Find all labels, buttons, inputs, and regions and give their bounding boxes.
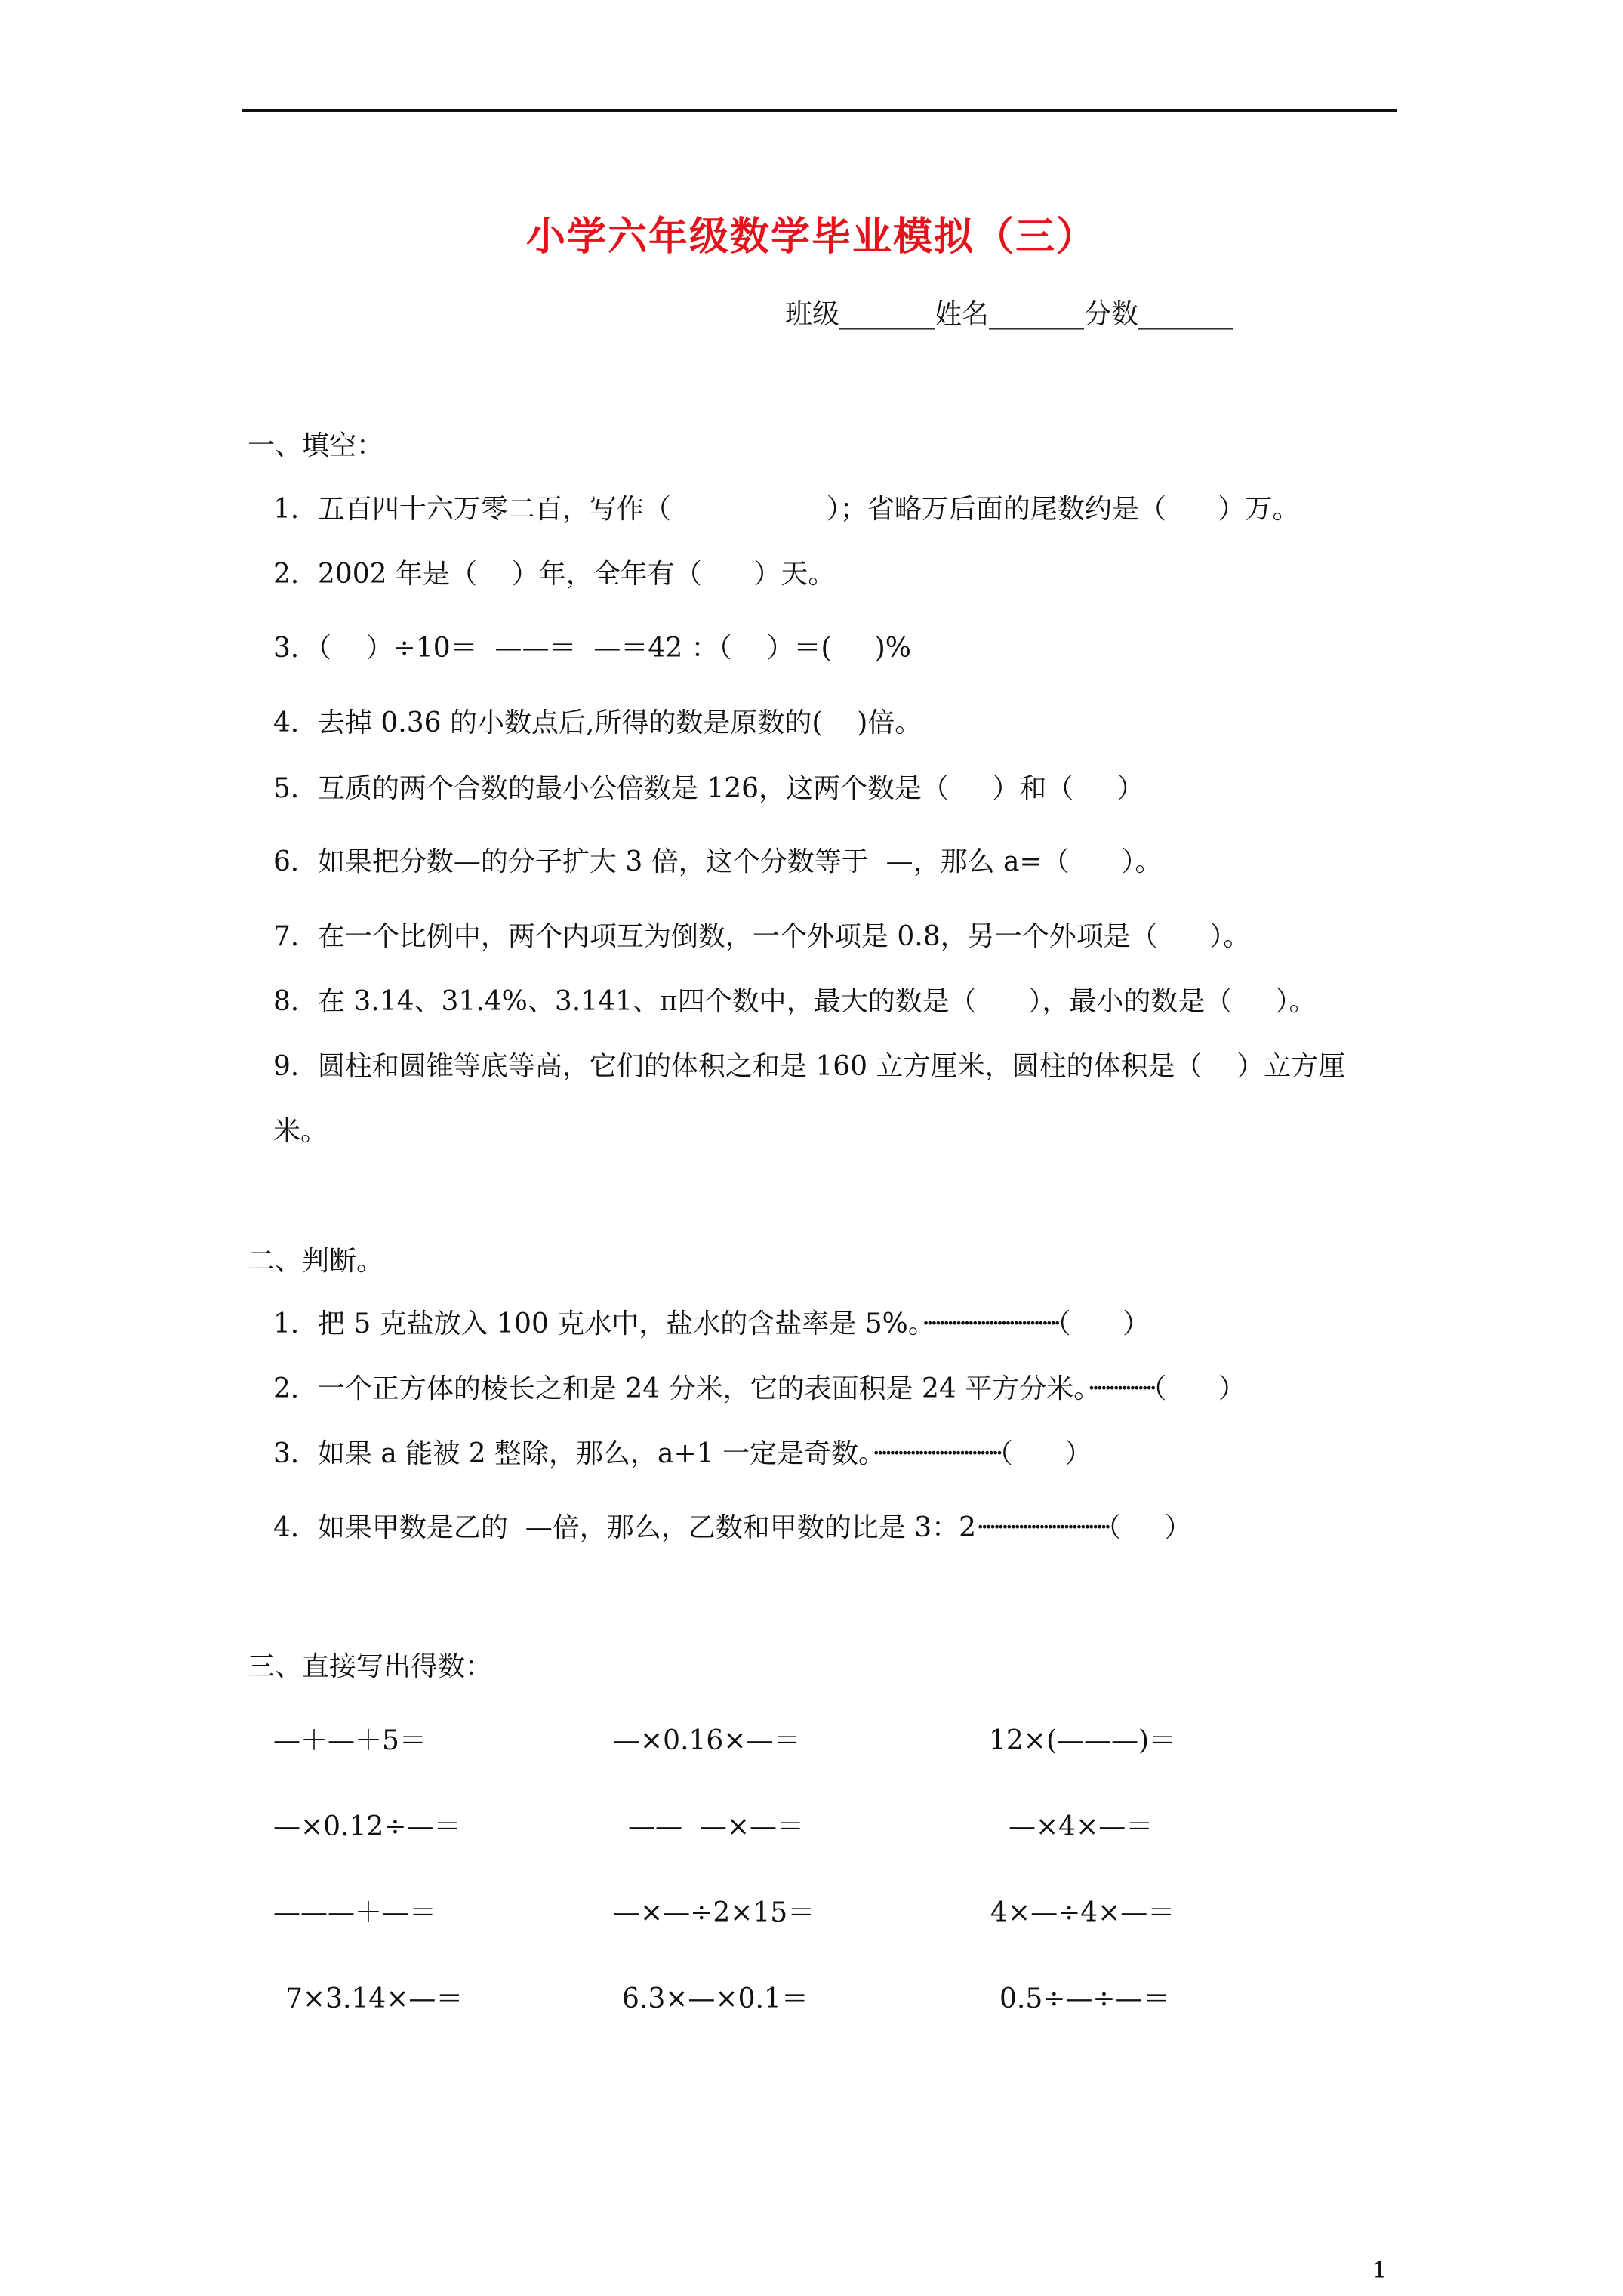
judgment-text: 2．一个正方体的棱长之和是 24 分米，它的表面积是 24 平方分米。 — [273, 1373, 1088, 1404]
question-1-8: 8．在 3.14、31.4%、3.141、π四个数中，最大的数是（ ），最小的数是（ ）。 — [273, 986, 1317, 1017]
calc-r3-c1: ———＋—＝ — [273, 1897, 437, 1928]
header-rule — [242, 109, 1397, 112]
page-title: 小学六年级数学毕业模拟（三） — [525, 214, 1097, 260]
calc-r1-c1: —＋—＋5＝ — [273, 1725, 427, 1756]
page-number: 1 — [1372, 2257, 1387, 2284]
question-1-6: 6．如果把分数—的分子扩大 3 倍，这个分数等于 —，那么 a=（ ）。 — [273, 846, 1163, 877]
calc-r2-c3: —×4×—＝ — [1009, 1811, 1153, 1842]
question-1-3: 3．（ ）÷10＝ ——＝ —＝42 ：（ ）＝( )% — [273, 633, 911, 664]
section-heading-fill-blank: 一、填空： — [248, 430, 384, 461]
calc-r4-c1: 7×3.14×—＝ — [285, 1983, 463, 2014]
answer-bracket: （ ） — [1153, 1373, 1246, 1404]
section-heading-judgment: 二、判断。 — [248, 1246, 384, 1277]
question-1-4: 4．去掉 0.36 的小数点后,所得的数是原数的( )倍。 — [273, 707, 922, 738]
judgment-question-4 — [273, 1511, 1191, 1546]
question-1-2: 2．2002 年是（ ）年，全年有（ ）天。 — [273, 559, 836, 590]
question-1-5: 5．互质的两个合数的最小公倍数是 126，这两个数是（ ）和（ ） — [273, 773, 1144, 804]
question-1-9: 9．圆柱和圆锥等底等高，它们的体积之和是 160 立方厘米，圆柱的体积是（ ）立方厘 — [273, 1051, 1346, 1082]
judgment-text: 1．把 5 克盐放入 100 克水中，盐水的含盐率是 5%。 — [273, 1308, 922, 1339]
calc-r1-c2: —×0.16×—＝ — [613, 1725, 801, 1756]
section-heading-mental-math: 三、直接写出得数： — [248, 1651, 493, 1682]
student-info-line: 班级_______姓名_______分数_______ — [785, 299, 1234, 330]
leader-dots: ································ — [976, 1512, 1108, 1543]
calc-r3-c2: —×—÷2×15＝ — [613, 1897, 815, 1928]
question-1-9-continued: 米。 — [273, 1116, 328, 1147]
question-1-7: 7．在一个比例中，两个内项互为倒数，一个外项是 0.8，另一个外项是（ ）。 — [273, 921, 1251, 952]
calc-r2-c2: —— —×—＝ — [628, 1811, 805, 1842]
judgment-text: 3．如果 a 能被 2 整除，那么，a+1 一定是奇数。 — [273, 1438, 873, 1469]
leader-dots: ················ — [1087, 1373, 1153, 1404]
calc-r4-c3: 0.5÷—÷—＝ — [999, 1983, 1170, 2014]
leader-dots: ······························· — [872, 1438, 999, 1469]
calc-r2-c1: —×0.12÷—＝ — [273, 1811, 461, 1842]
calc-r3-c3: 4×—÷4×—＝ — [990, 1897, 1175, 1928]
calc-r1-c3: 12×(———)＝ — [989, 1725, 1177, 1756]
answer-bracket: （ ） — [999, 1438, 1092, 1469]
judgment-question-1 — [273, 1307, 1150, 1342]
leader-dots: ································· — [921, 1308, 1058, 1339]
answer-bracket: （ ） — [1107, 1512, 1192, 1543]
answer-bracket: （ ） — [1057, 1308, 1150, 1339]
calc-r4-c2: 6.3×—×0.1＝ — [622, 1983, 808, 2014]
judgment-question-2 — [273, 1372, 1246, 1407]
judgment-question-3 — [273, 1437, 1092, 1472]
question-1-1: 1．五百四十六万零二百，写作（ ）；省略万后面的尾数约是（ ）万。 — [273, 494, 1300, 525]
judgment-text: 4．如果甲数是乙的 —倍，那么，乙数和甲数的比是 3：2 — [273, 1512, 977, 1543]
